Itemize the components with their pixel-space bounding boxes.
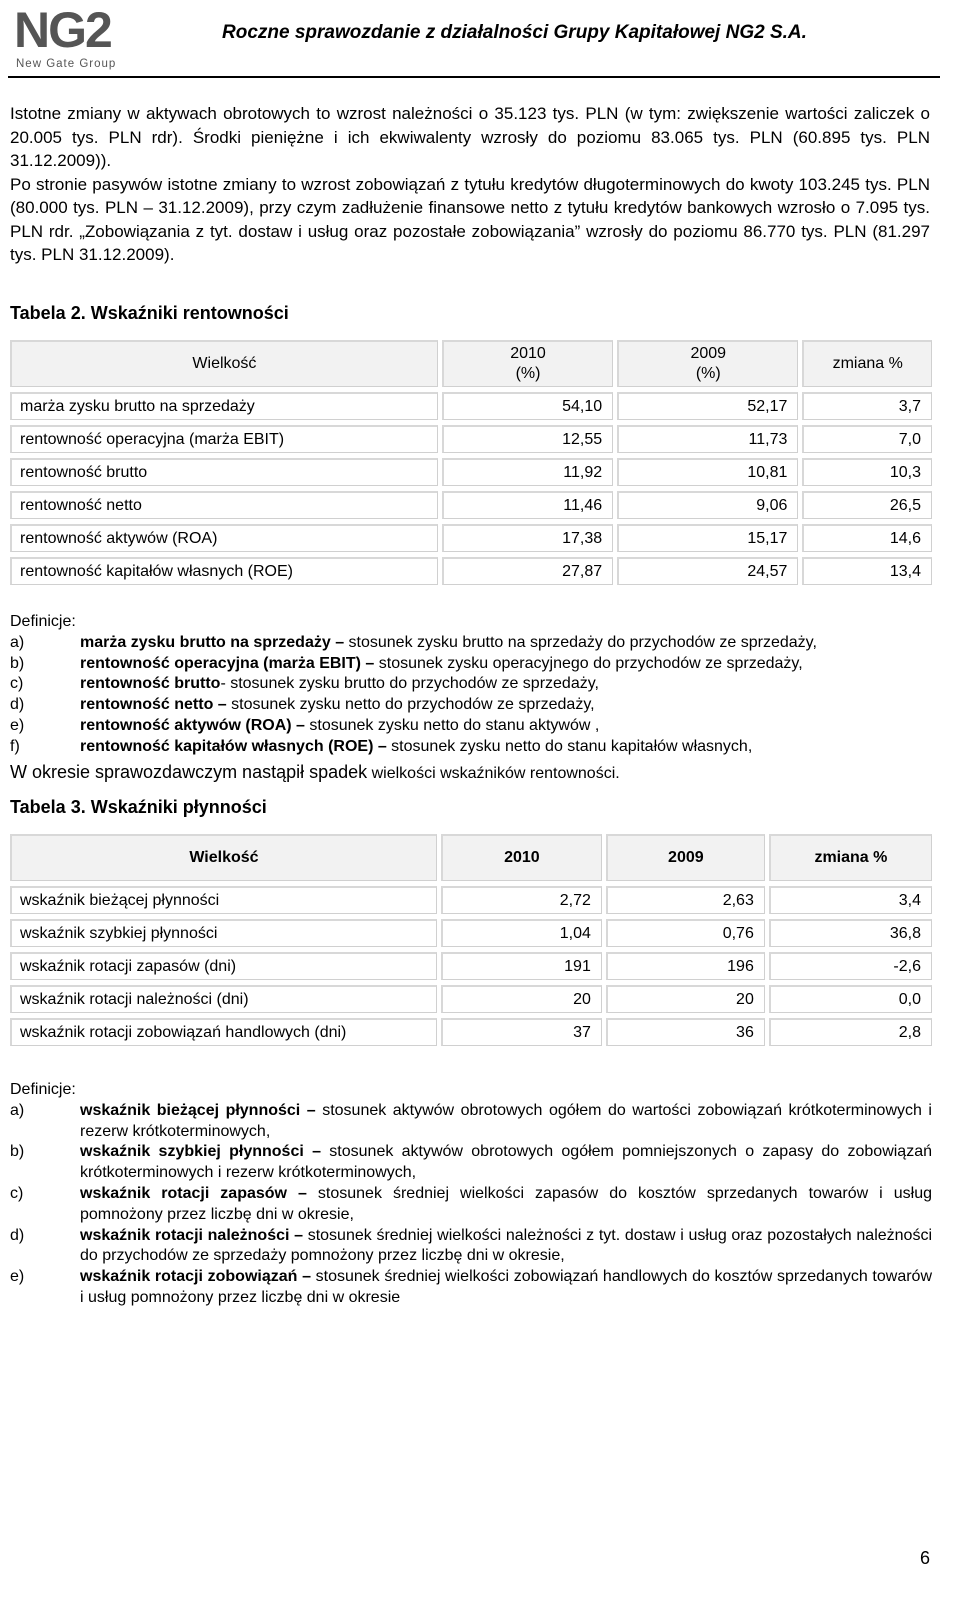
value-2009: 20 [606,985,765,1013]
row-label: wskaźnik rotacji zapasów (dni) [10,952,437,980]
row-label: wskaźnik rotacji należności (dni) [10,985,437,1013]
intro-paragraph-liabilities: Po stronie pasywów istotne zmiany to wzrost zobowiązań z tytułu kredytów długoterminowych do kwoty 103.245 tys. PLN (80.000 tys. PLN – 31.12.2009), przy czym zadłużenie finansowe netto z tytułu kredytów bankowych wzrosło o 7.095 tys. PLN rdr. „Zobowiązania z tyt. dostaw i usług oraz pozostałe zobowiązania” wzrosły do poziomu 86.770 tys. PLN (81.297 tys. PLN 31.12.2009). [10,174,930,264]
logo-text: NG2 [14,2,111,58]
value-2010: 2,72 [441,886,602,914]
col-header-change: zmiana % [769,834,932,881]
definition-item: f) rentowność kapitałów własnych (ROE) – stosunek zysku netto do stanu kapitałów własnych, [10,737,753,755]
value-2010: 17,38 [442,524,613,552]
row-label: rentowność kapitałów własnych (ROE) [10,557,438,585]
profitability-definitions [10,612,932,758]
value-change: 26,5 [802,491,932,519]
value-2009: 11,73 [617,425,798,453]
row-label: rentowność netto [10,491,438,519]
definitions-heading: Definicje: [10,613,76,630]
row-label: rentowność aktywów (ROA) [10,524,438,552]
table-row [10,425,932,453]
definition-item: c) rentowność brutto- stosunek zysku brutto do przychodów ze sprzedaży, [10,675,599,693]
liquidity-table [6,829,936,1051]
table-row [10,985,932,1013]
page-header [0,0,960,76]
definition-item: d) rentowność netto – stosunek zysku netto do przychodów ze sprzedaży, [10,696,595,714]
definition-item: b) wskaźnik szybkiej płynności – stosunek aktywów obrotowych ogółem pomniejszonych o zapasy do zobowiązań krótkoterminowych i rezerw krótkoterminowych, [10,1143,932,1182]
table-row [10,392,932,420]
col-header-2010: 2010 [441,834,602,881]
col-header-2010: 2010 (%) [442,340,613,387]
col-header-2009: 2009 (%) [617,340,798,387]
table-row [10,557,932,585]
definition-item: c) wskaźnik rotacji zapasów – stosunek średniej wielkości zapasów do kosztów sprzedanych towarów i usług pomnożony przez liczbę dni w okresie, [10,1184,932,1223]
col-header-metric: Wielkość [10,834,437,881]
profitability-summary: W okresie sprawozdawczym nastąpił spadek wielkości wskaźników rentowności. [10,762,620,782]
value-2010: 27,87 [442,557,613,585]
table-row [10,886,932,914]
value-2009: 10,81 [617,458,798,486]
value-2010: 20 [441,985,602,1013]
value-change: 13,4 [802,557,932,585]
value-change: 36,8 [769,919,932,947]
col-header-change: zmiana % [802,340,932,387]
value-2010: 37 [441,1018,602,1046]
definition-item: b) rentowność operacyjna (marża EBIT) – stosunek zysku operacyjnego do przychodów ze sprzedaży, [10,654,803,672]
value-2010: 54,10 [442,392,613,420]
table-row [10,524,932,552]
row-label: rentowność brutto [10,458,438,486]
table3-title-text: Wskaźniki płynności [85,797,267,817]
value-2009: 196 [606,952,765,980]
logo-subtitle: New Gate Group [16,58,117,70]
table-row [10,458,932,486]
value-2009: 0,76 [606,919,765,947]
col-header-metric: Wielkość [10,340,438,387]
profitability-table [6,335,936,590]
definition-item: a) wskaźnik bieżącej płynności – stosunek aktywów obrotowych ogółem do wartości zobowiązań krótkoterminowych i rezerw krótkoterminowych, [10,1101,932,1140]
value-change: 7,0 [802,425,932,453]
value-change: -2,6 [769,952,932,980]
intro-paragraph-assets: Istotne zmiany w aktywach obrotowych to wzrost należności o 35.123 tys. PLN (w tym: zwiększenie wartości zaliczek o 20.005 tys. PLN rdr). Środki pieniężne i ich ekwiwalenty wzrosły do poziomu 83.065 tys. PLN (60.895 tys. PLN 31.12.2009)). [10,104,930,170]
value-2009: 52,17 [617,392,798,420]
value-change: 14,6 [802,524,932,552]
intro-text [10,102,930,267]
liquidity-definitions [10,1080,932,1309]
definition-item: e) wskaźnik rotacji zobowiązań – stosunek średniej wielkości zobowiązań handlowych do kosztów sprzedanych towarów i usług pomnożony przez liczbę dni w okresie [10,1268,932,1306]
value-change: 3,4 [769,886,932,914]
table2-title-prefix: Tabela 2. [10,303,86,323]
value-2010: 11,46 [442,491,613,519]
value-2010: 1,04 [441,919,602,947]
table-row [10,1018,932,1046]
row-label: wskaźnik rotacji zobowiązań handlowych (dni) [10,1018,437,1046]
company-logo [14,2,134,70]
definition-item: e) rentowność aktywów (ROA) – stosunek zysku netto do stanu aktywów , [10,716,600,734]
page-number: 6 [919,1548,930,1568]
table3-title [10,797,267,818]
definitions-heading: Definicje: [10,1081,76,1098]
value-change: 2,8 [769,1018,932,1046]
table-row [10,919,932,947]
value-2009: 24,57 [617,557,798,585]
row-label: wskaźnik bieżącej płynności [10,886,437,914]
definition-item: d) wskaźnik rotacji należności – stosunek średniej wielkości należności z tyt. dostaw i usług oraz pozostałych należności do przychodów ze sprzedaży pomnożony przez liczbę dni w okresie, [10,1226,932,1265]
table3-title-prefix: Tabela 3. [10,797,86,817]
row-label: rentowność operacyjna (marża EBIT) [10,425,438,453]
table-header-row [10,834,932,881]
header-divider [8,76,940,78]
value-2009: 15,17 [617,524,798,552]
value-2010: 12,55 [442,425,613,453]
value-2010: 191 [441,952,602,980]
table-row [10,491,932,519]
definition-item: a) marża zysku brutto na sprzedaży – stosunek zysku brutto na sprzedaży do przychodów ze sprzedaży, [10,633,817,651]
table2-title-text: Wskaźniki rentowności [85,303,289,323]
row-label: wskaźnik szybkiej płynności [10,919,437,947]
document-title: Roczne sprawozdanie z działalności Grupy Kapitałowej NG2 S.A. [222,22,807,43]
table-header-row [10,340,932,387]
col-header-2009: 2009 [606,834,765,881]
table2-title [10,303,289,324]
table-row [10,952,932,980]
value-change: 10,3 [802,458,932,486]
value-change: 3,7 [802,392,932,420]
value-change: 0,0 [769,985,932,1013]
value-2009: 2,63 [606,886,765,914]
value-2010: 11,92 [442,458,613,486]
row-label: marża zysku brutto na sprzedaży [10,392,438,420]
value-2009: 36 [606,1018,765,1046]
value-2009: 9,06 [617,491,798,519]
